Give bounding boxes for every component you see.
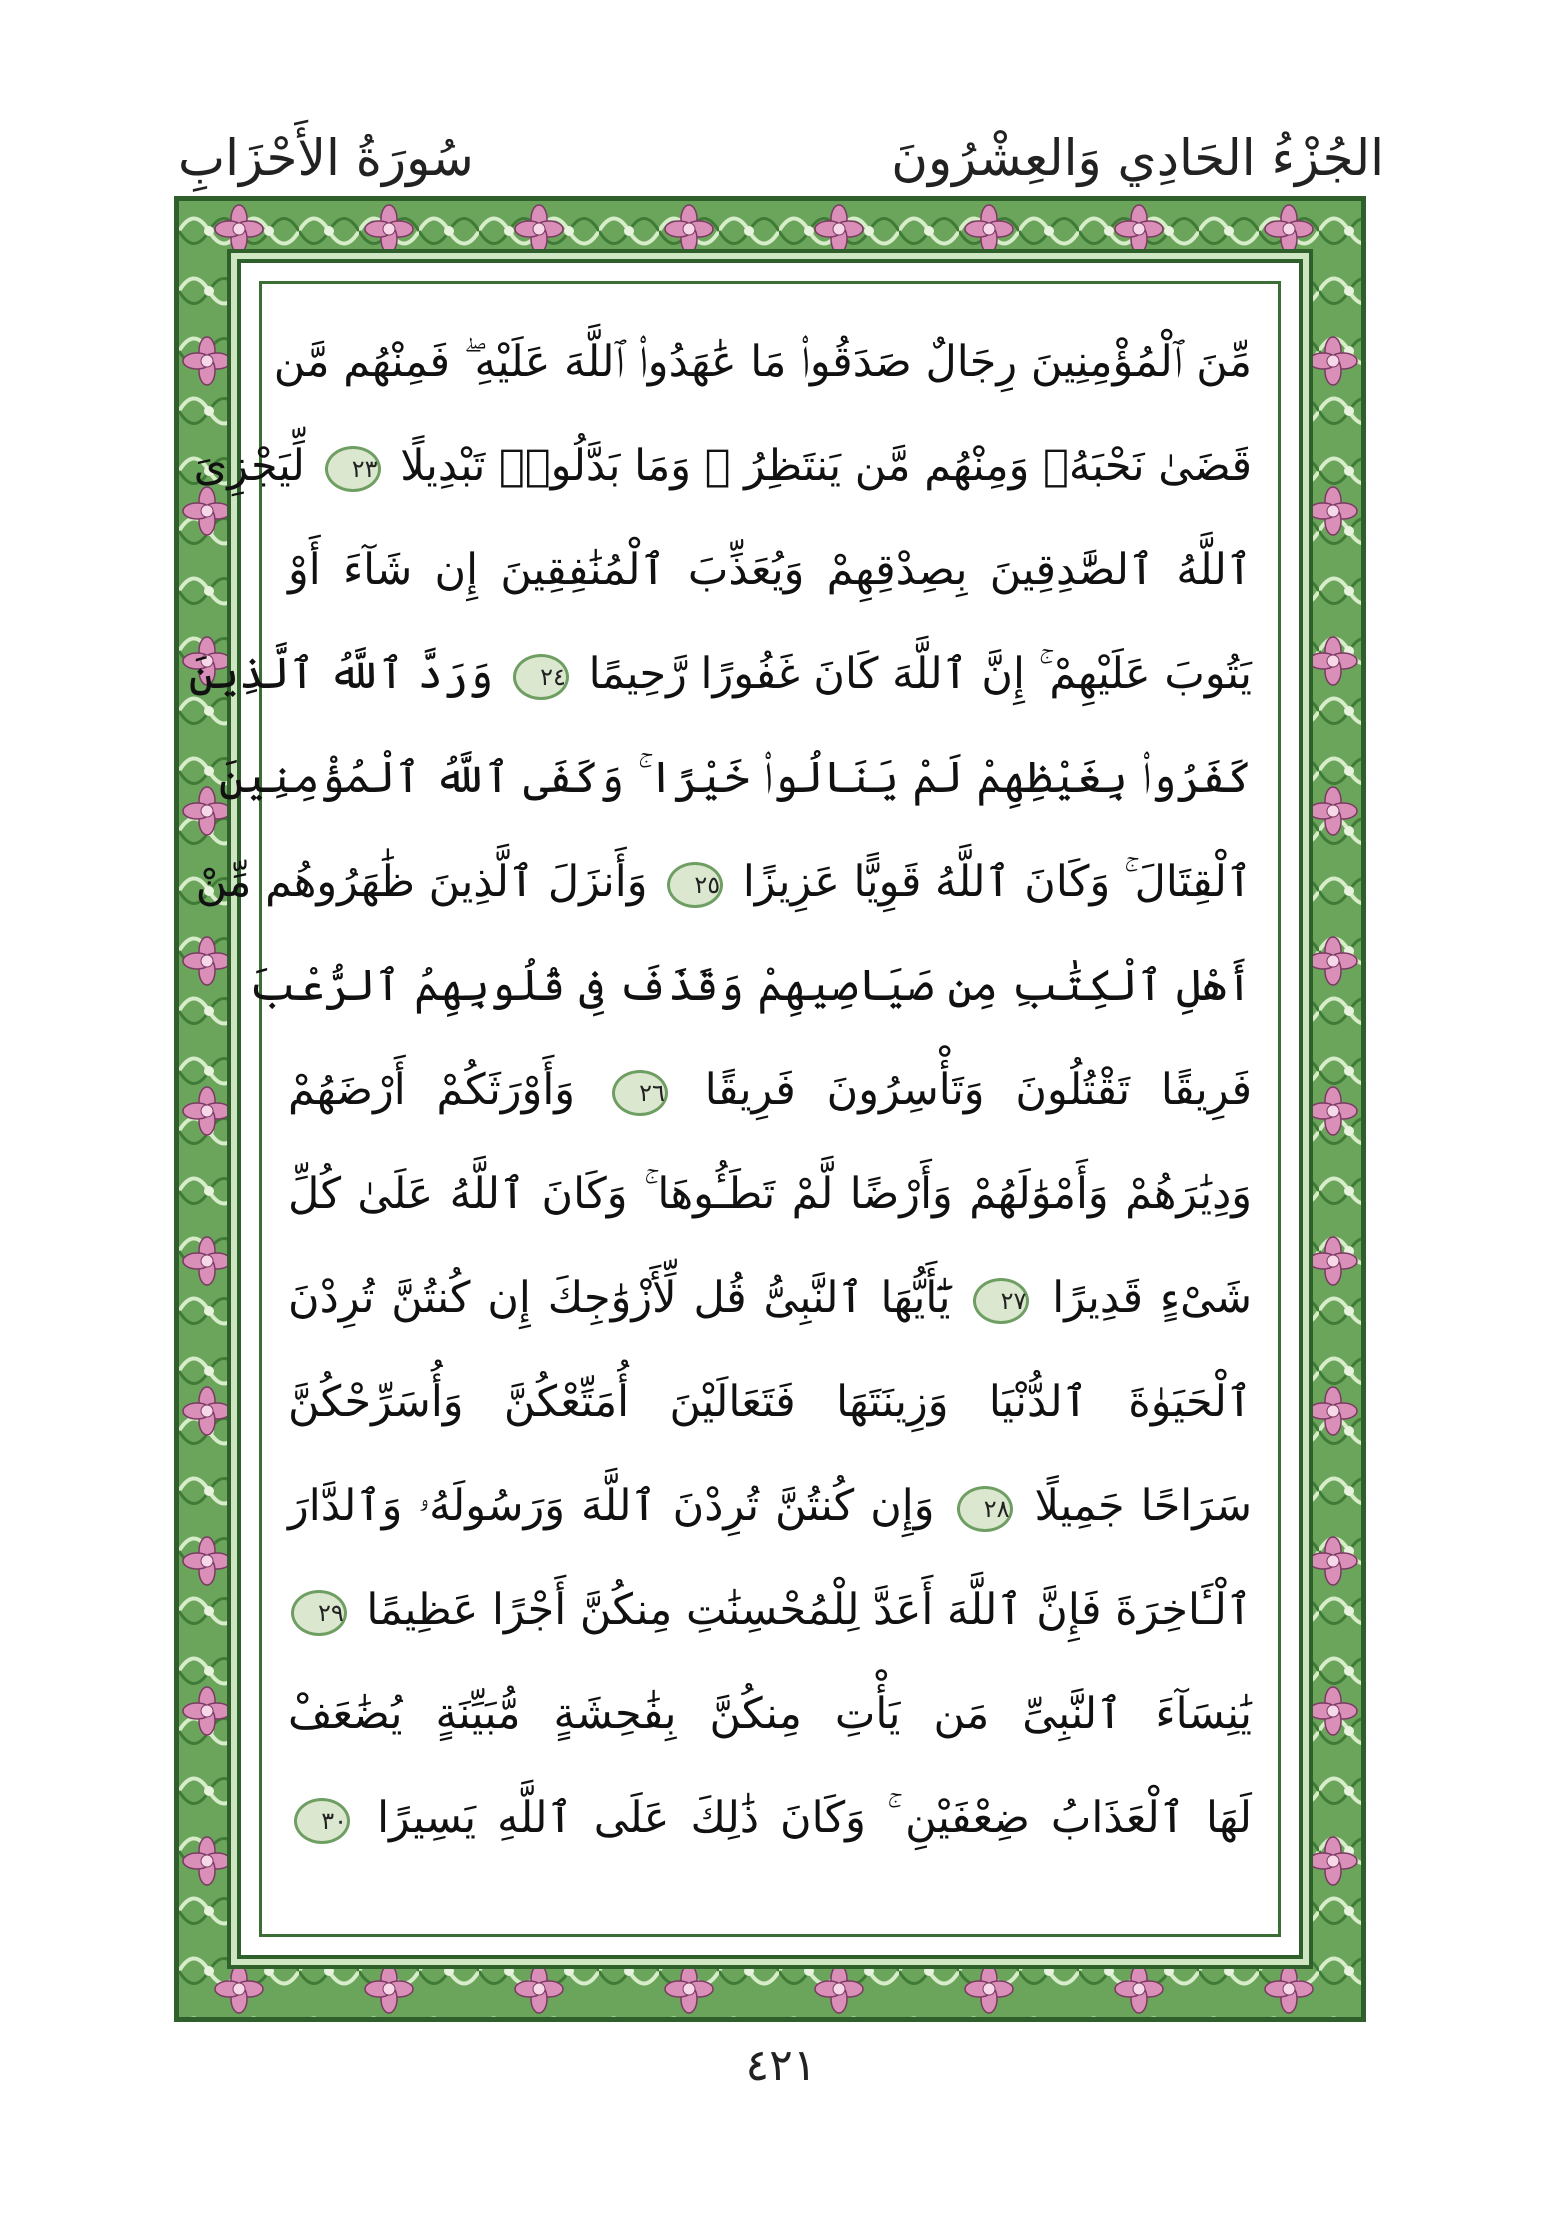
verse-text: يَٰنِسَآءَ ٱلنَّبِىِّ مَن يَأْتِ مِنكُنَّ بِفَٰحِشَةٍ مُّبَيِّنَةٍ يُضَٰعَفْ bbox=[288, 1689, 1252, 1739]
verse-line bbox=[288, 1038, 1252, 1142]
ayah-number-marker: ٢٩ bbox=[291, 1590, 347, 1636]
verse-text: ٱلْقِتَالَ ۚ وَكَانَ ٱللَّهُ قَوِيًّا عَزِيزًا bbox=[742, 857, 1252, 907]
ayah-number-marker: ٢٦ bbox=[612, 1070, 668, 1116]
verse-line bbox=[288, 1766, 1252, 1870]
verse-text: ٱلْـَٔاخِرَةَ فَإِنَّ ٱللَّهَ أَعَدَّ لِلْمُحْسِنَٰتِ مِنكُنَّ أَجْرًا عَظِيمًا bbox=[366, 1585, 1252, 1635]
verse-text: لَهَا ٱلْعَذَابُ ضِعْفَيْنِ ۚ وَكَانَ ذَٰلِكَ عَلَى ٱللَّهِ يَسِيرًا bbox=[377, 1793, 1252, 1843]
verse-text: وَرَدَّ ٱللَّهُ ٱلَّذِينَ bbox=[188, 649, 494, 699]
verse-text: وَأَوْرَثَكُمْ أَرْضَهُمْ bbox=[288, 1065, 576, 1115]
verse-text: لِّيَجْزِىَ bbox=[193, 441, 305, 491]
verse-text: أَهْلِ ٱلْكِتَٰبِ مِن صَيَاصِيهِمْ وَقَذَفَ فِى قُلُوبِهِمُ ٱلرُّعْبَ bbox=[249, 961, 1252, 1011]
verse-line bbox=[218, 726, 1252, 830]
verse-text: قَضَىٰ نَحْبَهُۥ وَمِنْهُم مَّن يَنتَظِرُ ۖ وَمَا بَدَّلُوا۟ تَبْدِيلًا bbox=[400, 441, 1252, 491]
ayah-number-marker: ٣٠ bbox=[294, 1798, 350, 1844]
page-number: ٤٢١ bbox=[745, 2040, 817, 2091]
verse-line bbox=[195, 830, 1252, 934]
verse-line bbox=[288, 518, 1252, 622]
verse-line bbox=[193, 414, 1252, 518]
verse-line bbox=[249, 934, 1252, 1038]
verse-line bbox=[288, 1454, 1252, 1558]
ayah-number-marker: ٢٧ bbox=[973, 1278, 1029, 1324]
verse-text: فَرِيقًا تَقْتُلُونَ وَتَأْسِرُونَ فَرِيقًا bbox=[704, 1065, 1253, 1115]
verse-line bbox=[288, 1142, 1252, 1246]
verse-text: وَدِيَٰرَهُمْ وَأَمْوَٰلَهُمْ وَأَرْضًا لَّمْ تَطَـُٔوهَا ۚ وَكَانَ ٱللَّهُ عَلَىٰ كُلِّ bbox=[288, 1169, 1252, 1219]
ornamental-frame bbox=[174, 196, 1366, 2022]
verse-line bbox=[273, 310, 1252, 414]
verse-text: وَأَنزَلَ ٱلَّذِينَ ظَٰهَرُوهُم مِّنْ bbox=[195, 857, 648, 907]
ayah-number-marker: ٢٣ bbox=[325, 446, 381, 492]
verse-text: مِّنَ ٱلْمُؤْمِنِينَ رِجَالٌ صَدَقُوا۟ مَا عَٰهَدُوا۟ ٱللَّهَ عَلَيْهِ ۖ فَمِنْهُم مَّن bbox=[273, 337, 1252, 387]
verse-line bbox=[288, 1246, 1252, 1350]
frame-inner-border bbox=[188, 259, 1303, 1959]
verse-line bbox=[288, 1662, 1252, 1766]
surah-title: سُورَةُ الأَحْزَابِ bbox=[178, 129, 474, 187]
ayah-number-marker: ٢٥ bbox=[667, 862, 723, 908]
quran-text-panel bbox=[188, 281, 1281, 1937]
ayah-number-marker: ٢٤ bbox=[513, 654, 569, 700]
verse-line bbox=[188, 622, 1252, 726]
verse-text: سَرَاحًا جَمِيلًا bbox=[1034, 1481, 1252, 1531]
ayah-number-marker: ٢٨ bbox=[957, 1486, 1013, 1532]
verse-text: يَتُوبَ عَلَيْهِمْ ۚ إِنَّ ٱللَّهَ كَانَ غَفُورًا رَّحِيمًا bbox=[588, 649, 1252, 699]
verse-text: وَإِن كُنتُنَّ تُرِدْنَ ٱللَّهَ وَرَسُولَهُۥ وَٱلدَّارَ bbox=[288, 1481, 935, 1531]
verse-line bbox=[288, 1558, 1252, 1662]
verse-text: يَٰٓأَيُّهَا ٱلنَّبِىُّ قُل لِّأَزْوَٰجِكَ إِن كُنتُنَّ تُرِدْنَ bbox=[288, 1273, 951, 1323]
verse-text: ٱلْحَيَوٰةَ ٱلدُّنْيَا وَزِينَتَهَا فَتَعَالَيْنَ أُمَتِّعْكُنَّ وَأُسَرِّحْكُنَّ bbox=[288, 1377, 1252, 1427]
verse-text: كَفَرُوا۟ بِغَيْظِهِمْ لَمْ يَنَالُوا۟ خَيْرًا ۚ وَكَفَى ٱللَّهُ ٱلْمُؤْمِنِينَ bbox=[218, 753, 1252, 803]
verse-text: شَىْءٍ قَدِيرًا bbox=[1052, 1273, 1252, 1323]
juz-title: الجُزْءُ الحَادِي وَالعِشْرُونَ bbox=[891, 129, 1384, 187]
verse-line bbox=[288, 1350, 1252, 1454]
verse-text: ٱللَّهُ ٱلصَّٰدِقِينَ بِصِدْقِهِمْ وَيُعَذِّبَ ٱلْمُنَٰفِقِينَ إِن شَآءَ أَوْ bbox=[288, 545, 1252, 595]
